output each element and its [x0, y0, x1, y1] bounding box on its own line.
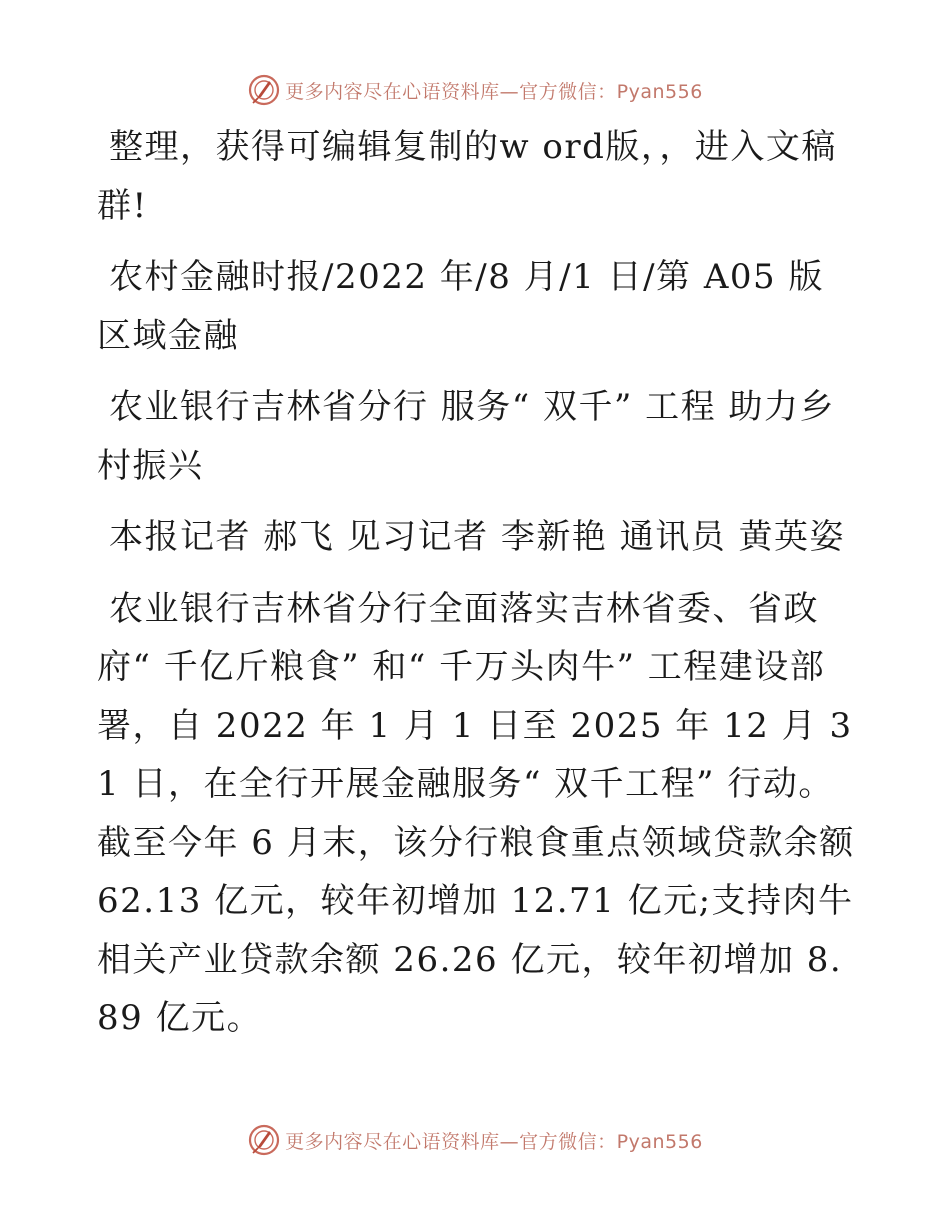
quill-logo-icon	[247, 73, 281, 107]
paragraph-source: 农村金融时报/2022 年/8 月/1 日/第 A05 版区域金融	[97, 257, 824, 356]
banner-text: 更多内容尽在心语资料库—官方微信：Pyan556	[285, 80, 703, 103]
header-watermark-banner	[0, 70, 950, 110]
paragraph-body: 农业银行吉林省分行全面落实吉林省委、省政府“ 千亿斤粮食” 和“ 千万头肉牛” 工程建设部署，自 2022 年 1 月 1 日至 2025 年 12 月 31 日，在全行开展金融服务“ 双千工程” 行动。截至今年 6 月末，该分行粮食重点领域贷款余额 62.13 亿元，较年初增加 12.71 亿元;支持肉牛相关产业贷款余额 26.26 亿元，较年初增加 8.89 亿元。	[97, 588, 855, 1038]
paragraph-intro: 整理，获得可编辑复制的w ord版，，进入文稿群!	[97, 127, 837, 226]
wechat-handle: Pyan556	[616, 80, 703, 103]
footer-watermark-banner	[0, 1120, 950, 1160]
paragraph-byline: 本报记者 郝飞 见习记者 李新艳 通讯员 黄英姿	[109, 517, 846, 557]
paragraph-headline: 农业银行吉林省分行 服务“ 双千” 工程 助力乡村振兴	[97, 387, 835, 486]
document-body	[97, 118, 857, 1061]
wechat-handle: Pyan556	[616, 1130, 703, 1153]
banner-text: 更多内容尽在心语资料库—官方微信：Pyan556	[285, 1130, 703, 1153]
quill-logo-icon	[247, 1123, 281, 1157]
